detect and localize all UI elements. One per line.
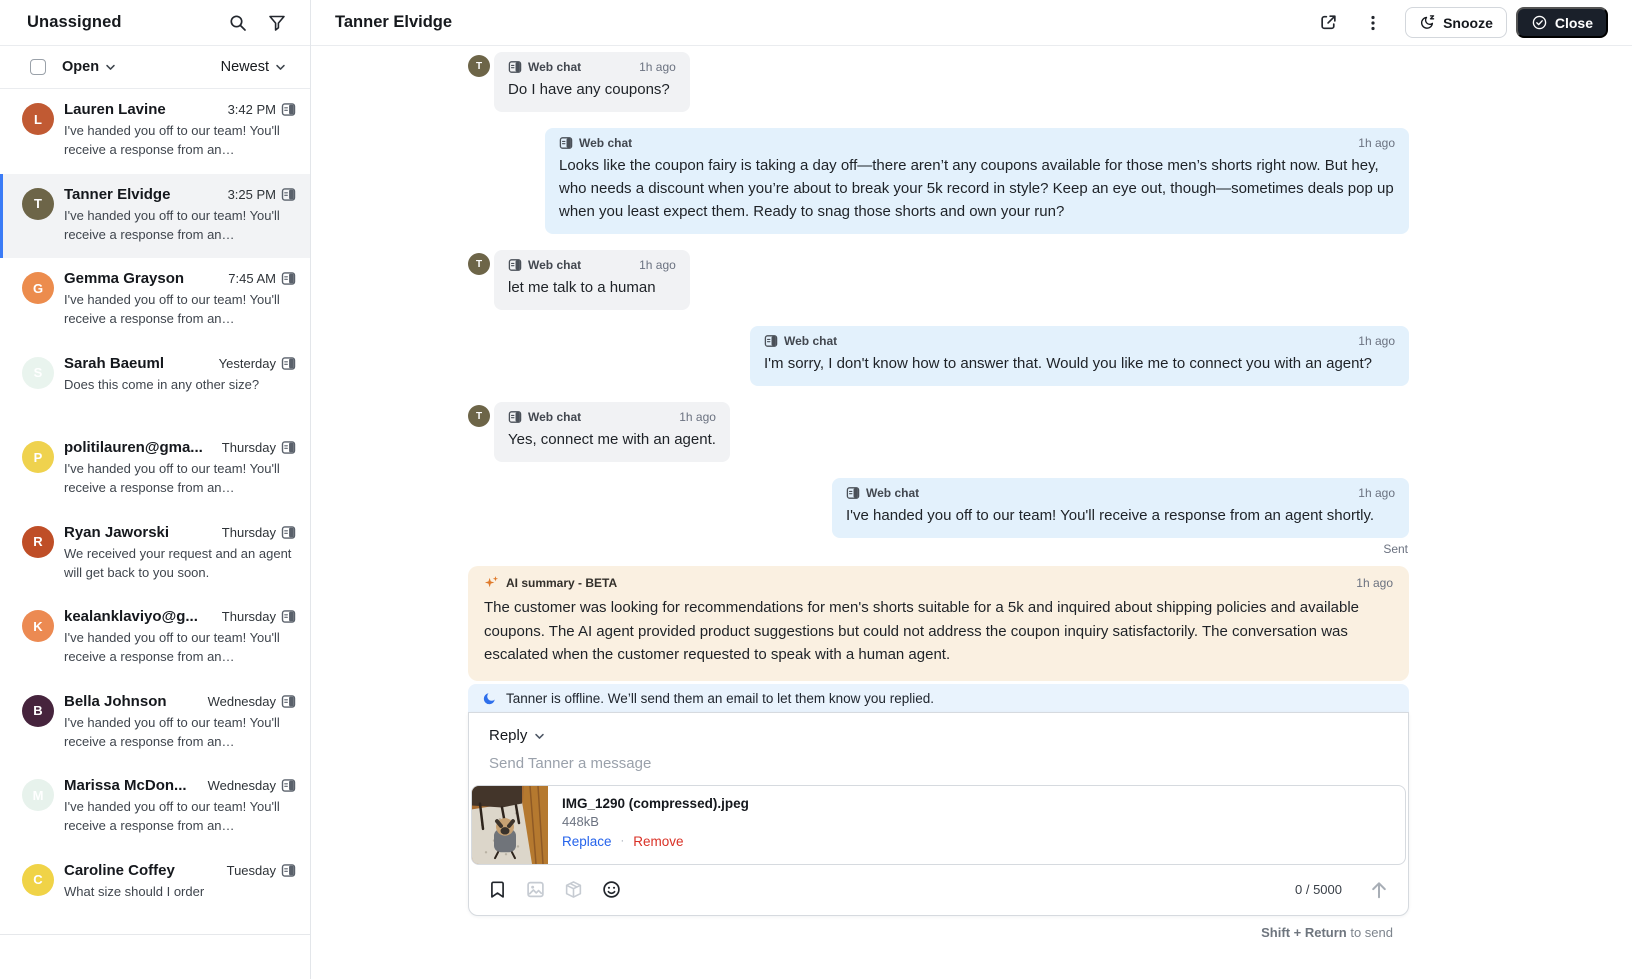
sort-dropdown[interactable] [221,59,286,75]
attachment-filename: IMG_1290 (compressed).jpeg [562,795,749,811]
conversation-sidebar [0,0,311,979]
search-icon[interactable] [229,14,247,32]
conversation-time: 3:42 PM [227,102,276,117]
conversation-name: Marissa McDon... [64,777,187,794]
ai-summary-title: AI summary - BETA [506,575,618,590]
chevron-down-icon [275,64,286,71]
list-controls [0,46,310,89]
conversation-name: Tanner Elvidge [64,185,171,203]
channel-label: Web chat [579,136,633,150]
agent-message [750,326,1409,386]
avatar: L [22,103,54,135]
conversation-time: Wednesday [207,693,276,709]
attachment-photo [472,786,548,864]
reply-mode-dropdown[interactable] [469,713,1408,744]
conversation-name: Ryan Jaworski [64,523,170,541]
avatar: P [22,441,54,473]
web-chat-icon [281,102,296,117]
conversation-name: politilauren@gma... [64,439,203,456]
link-separator: · [620,835,625,847]
conversation-item[interactable] [0,343,310,428]
avatar: K [22,610,54,642]
offline-notice [468,684,1409,712]
message-time: 1h ago [1358,334,1395,348]
web-chat-icon [281,271,296,286]
more-options-icon[interactable] [1364,14,1382,32]
reply-composer [468,712,1409,916]
conversation-time: Yesterday [218,355,276,371]
conversation-item[interactable] [0,596,310,681]
avatar: G [22,272,54,304]
message-time: 1h ago [639,258,676,272]
sidebar-title: Unassigned [27,13,122,31]
conversation-header [311,0,1632,46]
conversation-preview: What size should I order [64,883,205,899]
offline-notice-text: Tanner is offline. We’ll send them an email to let them know you replied. [506,690,934,706]
customer-avatar: T [468,55,490,77]
ai-summary-text: The customer was looking for recommendations for men's shorts suitable for a 5k and inquired about shipping policies and available coupons. The AI agent provided product suggestions but could not address the coupon inquiry satisfactorily. The conversation was escalated when the customer requested to speak with a human agent. [484,599,1360,663]
web-chat-icon [281,356,296,371]
conversation-panel [311,0,1632,979]
avatar: R [22,526,54,558]
image-attach-icon[interactable] [526,880,545,899]
page-title: Tanner Elvidge [335,13,453,31]
composer-toolbar [469,865,1408,915]
conversation-item[interactable] [0,258,310,343]
remove-link[interactable]: Remove [633,833,684,849]
conversation-item[interactable] [0,681,310,766]
attachment-size: 448kB [562,813,599,829]
send-button[interactable] [1369,880,1389,900]
sent-status: Sent [1383,542,1408,556]
send-shortcut-hint: Shift + Return to send [1261,924,1393,940]
web-chat-icon [281,525,296,540]
attachment-thumbnail[interactable] [472,786,548,864]
web-chat-icon [846,486,860,500]
message-text: let me talk to a human [508,279,656,296]
reply-mode-label: Reply [489,726,528,744]
channel-label: Web chat [784,334,838,348]
snooze-button[interactable]: Snooze [1405,7,1507,38]
conversation-preview: I've handed you off to our team! You'll receive a response from an… [64,123,280,157]
conversation-name: kealanklaviyo@g... [64,608,198,625]
conversation-item[interactable] [0,850,310,935]
customer-message [494,250,690,310]
customer-message [494,52,690,112]
message-row [468,478,1409,538]
conversation-time: Thursday [221,440,276,455]
list-end-divider [0,934,310,935]
web-chat-icon [508,60,522,74]
channel-label: Web chat [866,486,920,500]
conversation-name: Gemma Grayson [64,270,185,287]
conversation-item[interactable] [0,89,310,174]
message-row [468,326,1409,386]
conversation-preview: We received your request and an agent will get back to you soon. [64,545,292,580]
message-time: 1h ago [1358,136,1395,150]
web-chat-icon [559,136,573,150]
message-text: Looks like the coupon fairy is taking a day off—there aren’t any coupons available for those men’s shorts right now. But hey, who needs a discount when you’re about to break your 5k record in style? Keep an eye out, though—sometimes deals pop up when you least expect them. Ready to snag those shorts and own your run? [559,157,1394,220]
message-row [468,402,1409,462]
message-row [468,250,1409,310]
web-chat-icon [281,609,296,624]
avatar: T [22,188,54,220]
conversation-name: Sarah Baeuml [64,354,165,372]
conversation-list [0,89,310,979]
conversation-item[interactable] [0,512,310,597]
web-chat-icon [764,334,778,348]
conversation-preview: I've handed you off to our team! You'll receive a response from an… [64,799,280,833]
conversation-time: Tuesday [226,862,276,878]
customer-avatar: T [468,405,490,427]
ai-summary-card [468,566,1409,681]
snooze-moon-icon [1419,14,1436,31]
chevron-down-icon [105,64,116,71]
ai-summary-time: 1h ago [1356,575,1393,590]
web-chat-icon [281,778,296,793]
replace-link[interactable]: Replace [562,833,612,849]
message-time: 1h ago [679,410,716,424]
product-icon[interactable] [564,880,583,899]
customer-message [494,402,730,462]
message-text: I'm sorry, I don't know how to answer that. Would you like me to connect you with an agent? [764,355,1372,372]
chevron-down-icon [534,733,545,740]
conversation-time: Wednesday [207,778,276,793]
status-filter-dropdown[interactable] [62,59,116,75]
channel-label: Web chat [528,410,582,424]
web-chat-icon [508,410,522,424]
saved-replies-icon[interactable] [488,880,507,899]
conversation-time: 7:45 AM [228,271,276,286]
emoji-icon[interactable] [602,880,621,899]
sidebar-header [0,0,310,46]
conversation-name: Lauren Lavine [64,101,166,118]
avatar: B [22,695,54,727]
channel-label: Web chat [528,258,582,272]
agent-message [545,128,1409,234]
conversation-name: Bella Johnson [64,692,167,710]
conversation-preview: I've handed you off to our team! You'll receive a response from an… [64,714,280,749]
message-text: Yes, connect me with an agent. [508,431,716,448]
open-external-icon[interactable] [1319,13,1338,32]
web-chat-icon [281,187,296,202]
filter-icon[interactable] [268,14,286,32]
moon-icon [482,691,497,706]
message-row [468,128,1409,234]
message-time: 1h ago [1358,486,1395,500]
conversation-item-selected[interactable] [0,174,310,259]
select-all-checkbox[interactable] [30,59,46,75]
web-chat-icon [281,863,296,878]
conversation-time: Thursday [221,524,276,540]
conversation-name: Caroline Coffey [64,861,175,879]
message-row [468,52,1409,112]
web-chat-icon [508,258,522,272]
conversation-preview: Does this come in any other size? [64,376,260,392]
web-chat-icon [281,694,296,709]
chat-thread[interactable] [311,46,1632,979]
message-time: 1h ago [639,60,676,74]
web-chat-icon [281,440,296,455]
sort-label: Newest [220,59,269,75]
close-button[interactable]: Close [1516,7,1608,38]
avatar: S [22,357,54,389]
conversation-item[interactable] [0,765,310,850]
character-count: 0 / 5000 [1295,882,1342,897]
conversation-item[interactable] [0,427,310,512]
conversation-preview: I've handed you off to our team! You'll receive a response from an… [64,207,280,242]
channel-label: Web chat [528,60,582,74]
conversation-preview: I've handed you off to our team! You'll receive a response from an… [64,292,280,326]
conversation-time: 3:25 PM [227,186,276,202]
status-filter-label: Open [62,59,100,75]
customer-avatar: T [468,253,490,275]
check-circle-icon [1531,14,1548,31]
conversation-time: Thursday [221,609,276,624]
conversation-preview: I've handed you off to our team! You'll receive a response from an… [64,461,280,495]
sparkle-icon [484,575,499,590]
avatar: M [22,779,54,811]
conversation-preview: I've handed you off to our team! You'll receive a response from an… [64,630,280,664]
message-input[interactable]: Send Tanner a message [489,754,652,772]
agent-message [832,478,1409,538]
avatar: C [22,864,54,896]
message-text: Do I have any coupons? [508,81,670,98]
message-text: I've handed you off to our team! You'll receive a response from an agent shortly. [846,507,1374,524]
attachment-card [471,785,1406,865]
